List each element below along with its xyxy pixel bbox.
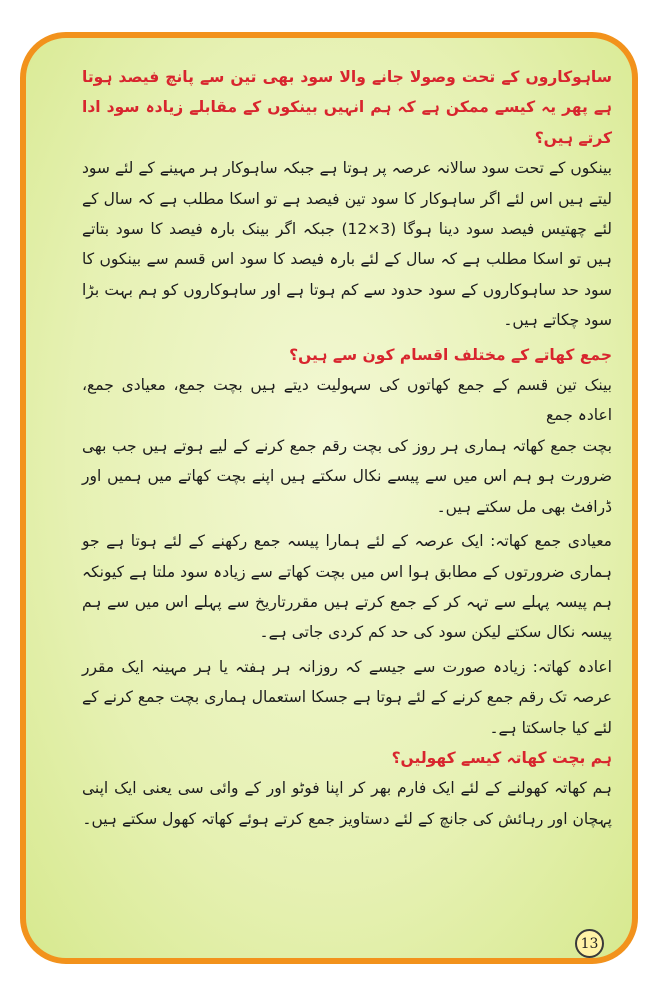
answer-deposit-types-intro: بینک تین قسم کے جمع کھاتوں کی سہولیت دیتے ہیں بچت جمع، معیادی جمع، اعادہ جمع xyxy=(82,376,612,425)
answer-savings-account: بچت جمع کھاتہ ہماری ہر روز کی بچت رقم جمع کرنے کے لیے ہوتے ہیں جب بھی ضرورت ہو ہم اس میں سے پیسے نکال سکتے ہیں اپنے بچت کھاتے میں ہمیں اور ڈرافٹ بھی مل سکتے ہیں۔ xyxy=(82,436,612,516)
answer-fixed-deposit: معیادی جمع کھاتہ: ایک عرصہ کے لئے ہمارا پیسہ جمع رکھنے کے لئے ہوتا ہے جو ہماری ضرورتوں کے مطابق ہوا اس میں بچت کھاتے سے زیادہ سود ملتا ہے کیونکہ ہم پیسہ پہلے سے تہہ کر کے جمع کرتے ہیں مقررتاریخ سے پہلے اس میں سے ہم پیسہ نکال سکتے لیکن سود کی حد کم کردی جاتی ہے۔ xyxy=(82,532,612,642)
question-deposit-types: جمع کھاتے کے مختلف اقسام کون سے ہیں؟ xyxy=(289,345,612,364)
page-content xyxy=(82,62,612,834)
question-open-account: ہم بچت کھاتہ کیسے کھولیں؟ xyxy=(391,748,612,767)
question-interest-comparison: ساہوکاروں کے تحت وصولا جانے والا سود بھی تین سے پانچ فیصد ہوتا ہے پھر یہ کیسے ممکن ہے کہ ہم انہیں بینکوں کے مقابلے زیادہ سود ادا کرتے ہیں؟ xyxy=(82,68,612,147)
answer-open-account: ہم کھاتہ کھولنے کے لئے ایک فارم بھر کر اپنا فوٹو اور کے وائی سی یعنی ایک اپنی پہچان اور رہائش کی جانچ کے لئے دستاویز جمع کرتے ہوئے کھاتہ کھول سکتے ہیں۔ xyxy=(82,779,612,828)
page-number-badge: 13 xyxy=(575,929,604,958)
answer-interest-comparison: بینکوں کے تحت سود سالانہ عرصہ پر ہوتا ہے جبکہ ساہوکار ہر مہینے کے لئے سود لیتے ہیں اس لئے اگر ساہوکار کا سود تین فیصد ہے تو اسکا مطلب ہے کہ سال کے لئے چھتیس فیصد سود دینا ہوگا (3×12) جبکہ اگر بینک بارہ فیصد کا سود بتاتے ہیں تو اسکا مطلب ہے کہ سال کے لئے بارہ فیصد کا سود اس قسم سے بینکوں کا سود حد ساہوکاروں کے سود حدود سے کم ہوتا ہے اور ساہوکاروں کو ہم بہت بڑا سود چکاتے ہیں۔ xyxy=(82,159,612,330)
answer-recurring-deposit: اعادہ کھاتہ: زیادہ صورت سے جیسے کہ روزانہ ہر ہفتہ یا ہر مہینہ ایک مقرر عرصہ تک رقم جمع کرنے کے لئے ہوتا ہے جسکا استعمال ہماری بچت جمع کرنے کے لئے کیا جاسکتا ہے۔ xyxy=(82,657,612,737)
